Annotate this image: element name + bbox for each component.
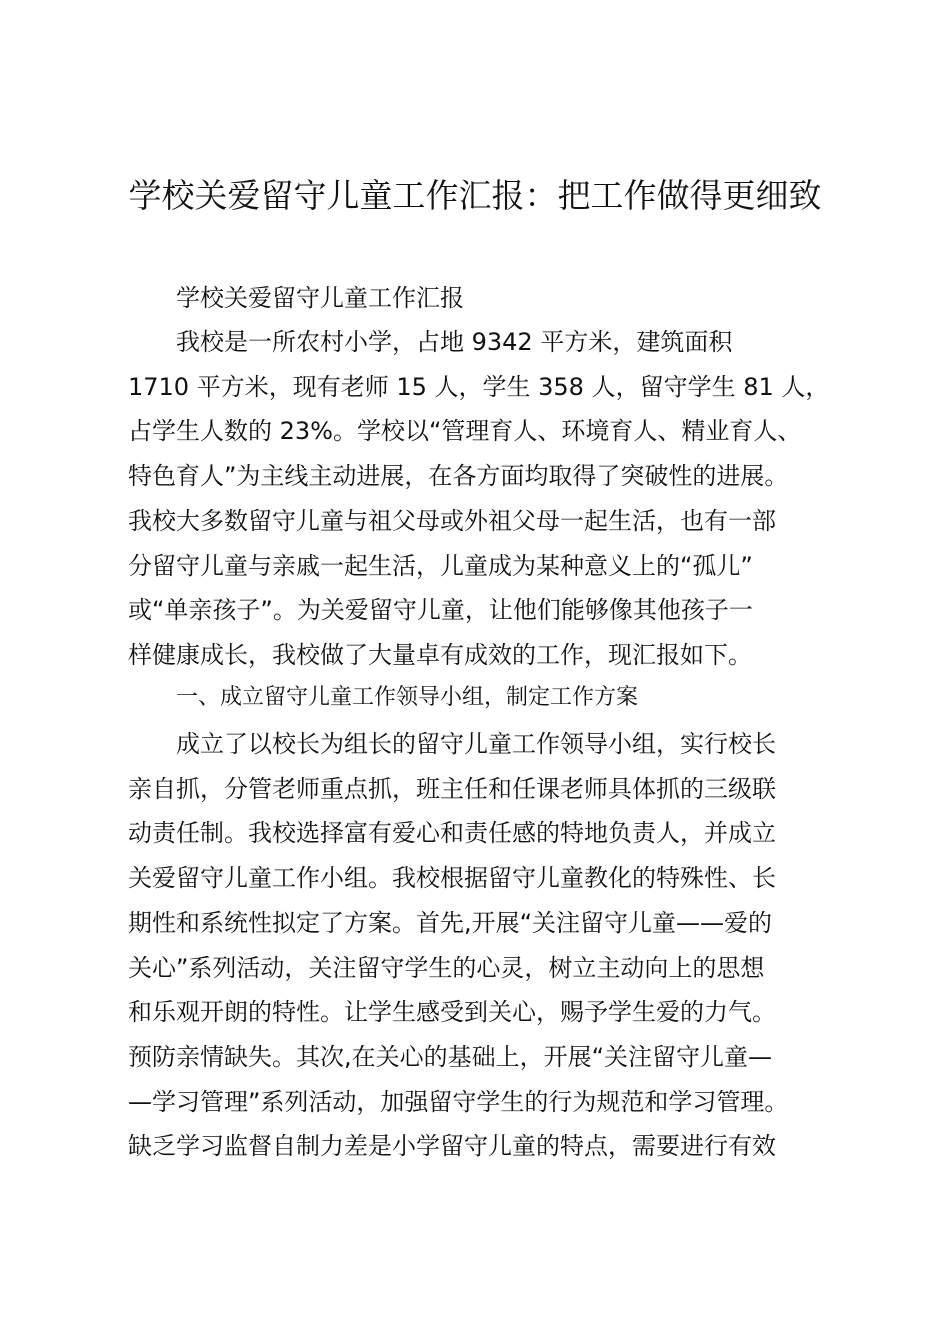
paragraph-line: 或“单亲孩子”。为关爱留守儿童，让他们能够像其他孩子一	[128, 596, 753, 625]
paragraph-line: 我校大多数留守儿童与祖父母或外祖父母一起生活，也有一部	[128, 506, 776, 535]
paragraph-line: 特色育人”为主线主动进展，在各方面均取得了突破性的进展。	[128, 462, 789, 491]
paragraph-line: 成立了以校长为组长的留守儿童工作领导小组，实行校长	[176, 730, 776, 758]
paragraph-line: 期性和系统性拟定了方案。首先,开展“关注留守儿童——爱的	[128, 908, 773, 937]
document-subtitle: 学校关爱留守儿童工作汇报	[176, 284, 464, 312]
paragraph-line: 我校是一所农村小学，占地 9342 平方米，建筑面积	[176, 328, 733, 356]
paragraph-line: 样健康成长，我校做了大量卓有成效的工作，现汇报如下。	[128, 640, 752, 669]
paragraph-intro	[128, 320, 828, 678]
section-heading: 一、成立留守儿童工作领导小组，制定工作方案	[176, 685, 639, 710]
paragraph-line: 分留守儿童与亲戚一起生活，儿童成为某种意义上的“孤儿”	[128, 551, 753, 580]
paragraph-line: 和乐观开朗的特性。让学生感受到关心，赐予学生爱的力气。	[128, 998, 776, 1027]
paragraph-line: 关爱留守儿童工作小组。我校根据留守儿童教化的特殊性、长	[128, 864, 776, 893]
paragraph-line: —学习管理”系列活动，加强留守学生的行为规范和学习管理。	[128, 1087, 789, 1116]
paragraph-line: 亲自抓，分管老师重点抓，班主任和任课老师具体抓的三级联	[128, 774, 776, 803]
paragraph-line: 动责任制。我校选择富有爱心和责任感的特地负责人，并成立	[128, 819, 776, 848]
paragraph-line: 关心”系列活动，关注留守学生的心灵，树立主动向上的思想	[128, 953, 765, 982]
paragraph-section-1	[128, 722, 828, 1169]
paragraph-line: 缺乏学习监督自制力差是小学留守儿童的特点，需要进行有效	[128, 1132, 776, 1161]
paragraph-line: 预防亲情缺失。其次,在关心的基础上，开展“关注留守儿童—	[128, 1042, 773, 1071]
document-title: 学校关爱留守儿童工作汇报：把工作做得更细致	[128, 176, 822, 215]
paragraph-line: 1710 平方米，现有老师 15 人，学生 358 人，留守学生 81 人，	[128, 372, 830, 401]
paragraph-line: 占学生人数的 23%。学校以“管理育人、环境育人、精业育人、	[128, 417, 802, 446]
